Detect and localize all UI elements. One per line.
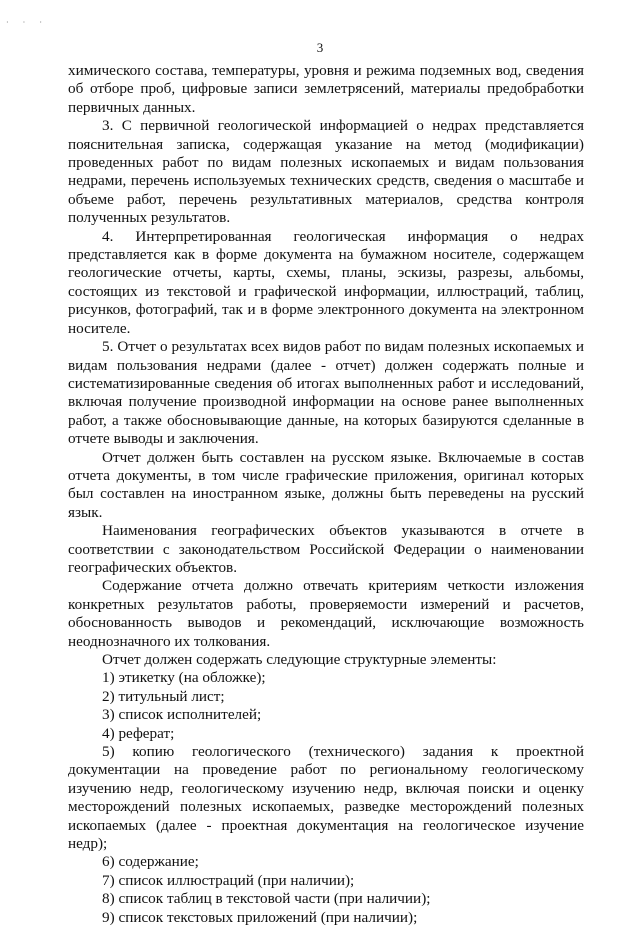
paragraph: 4. Интерпретированная геологическая информация о недрах представляется как в форме документа на бумажном носителе, содержащем геологические отчеты, карты, схемы, планы, эскизы, разрезы, альбомы, состоящих из текстовой и графической информации, иллюстраций, таблиц, рисунков, фотографий, так и в форме электронного документа на электронном носителе. <box>68 227 584 337</box>
paragraph: химического состава, температуры, уровня и режима подземных вод, сведения об отборе проб, цифровые записи землетрясений, материалы предобработки первичных данных. <box>68 62 584 116</box>
list-item: 1) этикетку (на обложке); <box>102 669 266 687</box>
list-item: 3) список исполнителей; <box>102 706 262 724</box>
list-item: 6) содержание; <box>102 853 199 871</box>
list-item: 4) реферат; <box>102 724 175 742</box>
paragraph: 3. С первичной геологической информацией о недрах представляется пояснительная записка, содержащая указание на метод (модификации) проведенных работ по видам полезных ископаемых и видам пользования недрами, перечень используемых технических средств, сведения о масштабе и объеме работ, перечень результативных материалов, средства контроля полученных результатов. <box>68 117 584 227</box>
list-item: 8) список таблиц в текстовой части (при наличии); <box>102 890 431 908</box>
paragraph: Наименования географических объектов указываются в отчете в соответствии с законодательством Российской Федерации о наименовании географических объектов. <box>68 522 584 576</box>
paragraph: 5. Отчет о результатах всех видов работ по видам полезных ископаемых и видам пользования недрами (далее - отчет) должен содержать полные и систематизированные сведения об итогах выполненных работ и исследований, включая получение производной информации на основе ранее выполненных работ, а также обосновывающие данные, на которых базируются сделанные в отчете выводы и заключения. <box>68 338 584 448</box>
scan-specks: · · · <box>6 18 48 27</box>
list-item: 9) список текстовых приложений (при наличии); <box>102 908 418 926</box>
paragraph: Содержание отчета должно отвечать критериям четкости изложения конкретных результатов работы, проверяемости измерений и расчетов, обоснованность выводов и рекомендаций, исключающие возможность неоднозначного их толкования. <box>68 577 584 650</box>
paragraph: Отчет должен быть составлен на русском языке. Включаемые в состав отчета документы, в том числе графические приложения, оригинал которых был составлен на иностранном языке, должны быть переведены на русский язык. <box>68 448 584 521</box>
paragraph: Отчет должен содержать следующие структурные элементы: <box>102 651 497 668</box>
page-number: 3 <box>316 40 324 55</box>
list-item: 2) титульный лист; <box>102 687 225 705</box>
document-body <box>68 62 584 927</box>
list-item: 7) список иллюстраций (при наличии); <box>102 871 355 889</box>
list-item: 5) копию геологического (технического) задания к проектной документации на проведение работ по региональному геологическому изучению недр, геологическому изучению недр, включая поиски и оценку месторождений полезных ископаемых, разведке месторождений полезных ископаемых (далее - проектная документация на геологическое изучение недр); <box>68 743 584 853</box>
